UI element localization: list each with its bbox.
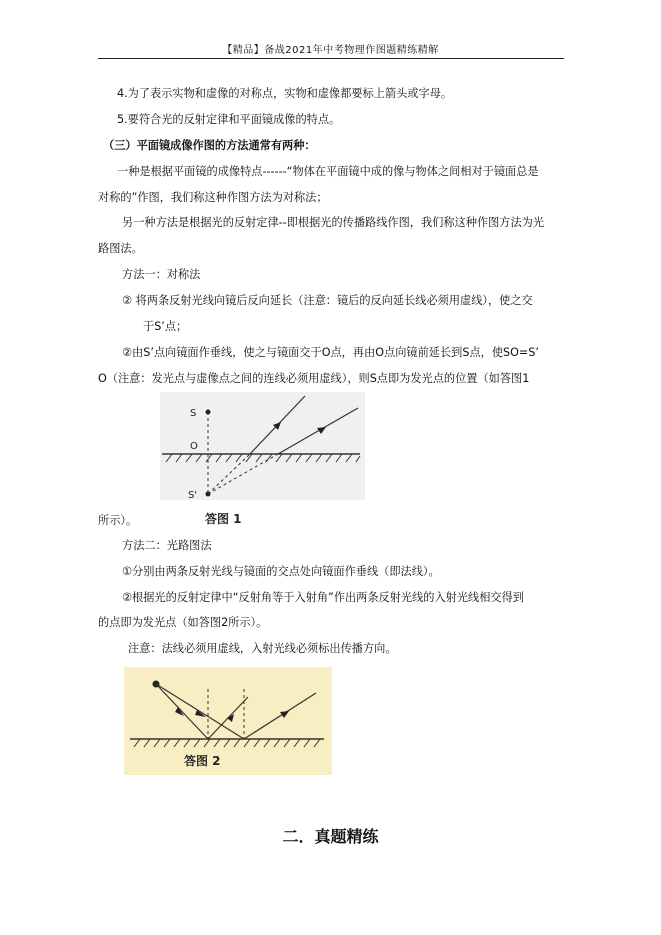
figure-1-caption: 答图 1 — [205, 512, 242, 526]
text-line-16: ②根据光的反射定律中“反射角等于入射角”作出两条反射光线的入射光线相交得到 — [122, 591, 524, 604]
text-line-17: 的点即为发光点（如答图2所示）。 — [98, 616, 268, 629]
page-header: 【精品】备战2021年中考物理作图题精练精解 — [222, 45, 439, 56]
text-line-11: ②由S’点向镜面作垂线，使之与镜面交于O点，再由O点向镜前延长到S点，使SO=S’ — [122, 346, 539, 359]
source-point-s — [206, 410, 211, 415]
figure-2 — [124, 667, 332, 775]
text-line-6: 另一种方法是根据光的反射定律--即根据光的传播路线作图，我们称这种作图方法为光 — [122, 216, 545, 229]
text-line-13: 所示）。 — [98, 514, 138, 527]
figure-1 — [160, 392, 365, 532]
subsection-heading: （三）平面镜成像作图的方法通常有两种： — [103, 139, 316, 152]
text-line-2: 5.要符合光的反射定律和平面镜成像的特点。 — [117, 113, 341, 126]
note-line: 注意：法线必须用虚线，入射光线必须标出传播方向。 — [128, 642, 397, 655]
method-two-title: 方法二：光路图法 — [122, 539, 212, 552]
text-line-5: 对称的”作图，我们称这种作图方法为对称法； — [98, 191, 328, 204]
header-rule — [98, 58, 564, 59]
text-line-15: ①分别由两条反射光线与镜面的交点处向镜面作垂线（即法线）。 — [122, 565, 440, 578]
text-line-10: 于S’点； — [143, 320, 188, 333]
text-line-1: 4.为了表示实物和虚像的对称点，实物和虚像都要标上箭头或字母。 — [117, 87, 453, 100]
text-line-9: ② 将两条反射光线向镜后反向延长（注意：镜后的反向延长线必须用虚线），使之交 — [122, 294, 533, 307]
text-line-4: 一种是根据平面镜的成像特点------“物体在平面镜中成的像与物体之间相对于镜面总是 — [117, 165, 539, 178]
text-line-7: 路图法。 — [98, 242, 143, 255]
text-line-12: O（注意：发光点与虚像点之间的连线必须用虚线），则S点即为发光点的位置（如答图1 — [98, 372, 530, 385]
label-s-prime: S' — [188, 490, 198, 501]
figure-2-caption: 答图 2 — [184, 754, 221, 768]
section-heading: 二．真题精练 — [282, 827, 379, 846]
label-o: O — [190, 441, 198, 452]
method-one-title: 方法一：对称法 — [122, 268, 201, 281]
label-s: S — [190, 408, 197, 419]
